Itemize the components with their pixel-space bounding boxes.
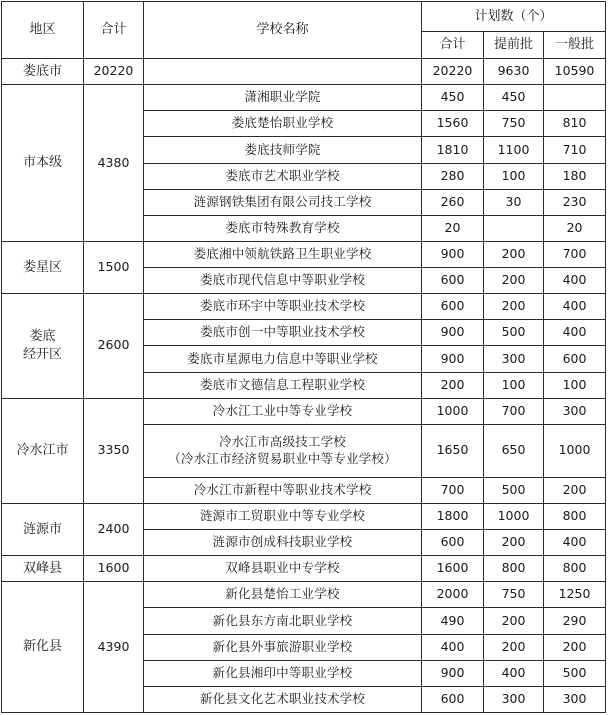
region-total-cell: 3350 xyxy=(84,398,144,503)
plan-total-cell: 700 xyxy=(422,477,484,503)
plan-total-cell: 400 xyxy=(422,634,484,660)
region-cell: 市本级 xyxy=(2,85,84,242)
header-general: 一般批 xyxy=(544,32,606,59)
early-batch-cell: 200 xyxy=(484,294,544,320)
early-batch-cell: 200 xyxy=(484,608,544,634)
plan-total-cell: 900 xyxy=(422,660,484,686)
table-row xyxy=(2,582,606,608)
school-name-cell: 冷水江市高级技工学校 （冷水江市经济贸易职业中等专业学校） xyxy=(144,424,422,477)
school-name-cell: 新化县文化艺术职业技术学校 xyxy=(144,686,422,712)
early-batch-cell: 200 xyxy=(484,634,544,660)
school-name-cell: 娄底湘中领航铁路卫生职业学校 xyxy=(144,241,422,267)
plan-total-cell: 1810 xyxy=(422,137,484,163)
school-name-cell: 冷水江工业中等专业学校 xyxy=(144,398,422,424)
general-batch-cell: 400 xyxy=(544,294,606,320)
table-row xyxy=(2,85,606,111)
plan-total-cell: 900 xyxy=(422,346,484,372)
school-name-cell: 娄底市文德信息工程职业学校 xyxy=(144,372,422,398)
header-plan-total: 合计 xyxy=(422,32,484,59)
plan-total-cell: 2000 xyxy=(422,582,484,608)
plan-total-cell: 1800 xyxy=(422,503,484,529)
general-batch-cell: 400 xyxy=(544,268,606,294)
school-name-cell: 涟源市创成科技职业学校 xyxy=(144,530,422,556)
general-batch-cell: 200 xyxy=(544,477,606,503)
general-batch-cell: 1250 xyxy=(544,582,606,608)
general-batch-cell: 500 xyxy=(544,660,606,686)
school-name-cell: 新化县外事旅游职业学校 xyxy=(144,634,422,660)
header-total: 合计 xyxy=(84,2,144,59)
school-name-cell: 娄底市环宇中等职业技术学校 xyxy=(144,294,422,320)
plan-total-cell: 200 xyxy=(422,372,484,398)
general-batch-cell: 1000 xyxy=(544,424,606,477)
early-batch-cell xyxy=(484,215,544,241)
general-batch-cell: 10590 xyxy=(544,59,606,85)
school-name-cell: 娄底技师学院 xyxy=(144,137,422,163)
early-batch-cell: 1000 xyxy=(484,503,544,529)
general-batch-cell: 400 xyxy=(544,530,606,556)
region-total-cell: 2600 xyxy=(84,294,144,399)
early-batch-cell: 100 xyxy=(484,163,544,189)
region-total-cell: 4380 xyxy=(84,85,144,242)
general-batch-cell: 800 xyxy=(544,503,606,529)
region-cell: 娄底市 xyxy=(2,59,84,85)
header-plan: 计划数（个） xyxy=(422,2,606,32)
early-batch-cell: 1100 xyxy=(484,137,544,163)
early-batch-cell: 400 xyxy=(484,660,544,686)
plan-total-cell: 600 xyxy=(422,294,484,320)
table-row xyxy=(2,503,606,529)
table-body xyxy=(2,59,606,713)
general-batch-cell: 230 xyxy=(544,189,606,215)
school-name-cell: 潇湘职业学院 xyxy=(144,85,422,111)
region-total-cell: 1600 xyxy=(84,556,144,582)
general-batch-cell xyxy=(544,85,606,111)
table-row xyxy=(2,556,606,582)
early-batch-cell: 300 xyxy=(484,346,544,372)
school-name-cell: 冷水江市新程中等职业技术学校 xyxy=(144,477,422,503)
early-batch-cell: 500 xyxy=(484,477,544,503)
plan-total-cell: 1600 xyxy=(422,556,484,582)
school-name-cell: 涟源钢铁集团有限公司技工学校 xyxy=(144,189,422,215)
general-batch-cell: 810 xyxy=(544,111,606,137)
plan-total-cell: 900 xyxy=(422,320,484,346)
plan-total-cell: 1650 xyxy=(422,424,484,477)
early-batch-cell: 450 xyxy=(484,85,544,111)
plan-total-cell: 20220 xyxy=(422,59,484,85)
school-name-cell: 娄底市特殊教育学校 xyxy=(144,215,422,241)
general-batch-cell: 300 xyxy=(544,398,606,424)
region-total-cell: 20220 xyxy=(84,59,144,85)
school-name-cell: 新化县东方南北职业学校 xyxy=(144,608,422,634)
plan-total-cell: 1000 xyxy=(422,398,484,424)
plan-total-cell: 600 xyxy=(422,268,484,294)
plan-total-cell: 1560 xyxy=(422,111,484,137)
region-cell: 双峰县 xyxy=(2,556,84,582)
general-batch-cell: 600 xyxy=(544,346,606,372)
early-batch-cell: 100 xyxy=(484,372,544,398)
school-name-cell: 娄底市星源电力信息中等职业学校 xyxy=(144,346,422,372)
region-total-cell: 4390 xyxy=(84,582,144,713)
plan-total-cell: 260 xyxy=(422,189,484,215)
early-batch-cell: 30 xyxy=(484,189,544,215)
enrollment-plan-table xyxy=(1,1,606,713)
early-batch-cell: 300 xyxy=(484,686,544,712)
table-row xyxy=(2,294,606,320)
region-total-cell: 2400 xyxy=(84,503,144,555)
region-cell: 新化县 xyxy=(2,582,84,713)
header-region: 地区 xyxy=(2,2,84,59)
general-batch-cell: 290 xyxy=(544,608,606,634)
early-batch-cell: 200 xyxy=(484,241,544,267)
region-cell: 娄星区 xyxy=(2,241,84,293)
region-cell: 冷水江市 xyxy=(2,398,84,503)
general-batch-cell: 300 xyxy=(544,686,606,712)
early-batch-cell: 800 xyxy=(484,556,544,582)
plan-total-cell: 450 xyxy=(422,85,484,111)
plan-total-cell: 20 xyxy=(422,215,484,241)
early-batch-cell: 200 xyxy=(484,530,544,556)
school-name-cell: 娄底市现代信息中等职业学校 xyxy=(144,268,422,294)
table-row xyxy=(2,59,606,85)
early-batch-cell: 750 xyxy=(484,582,544,608)
school-name-cell: 娄底楚怡职业学校 xyxy=(144,111,422,137)
school-name-cell: 新化县湘印中等职业学校 xyxy=(144,660,422,686)
school-name-cell xyxy=(144,59,422,85)
plan-total-cell: 600 xyxy=(422,530,484,556)
header-early: 提前批 xyxy=(484,32,544,59)
region-total-cell: 1500 xyxy=(84,241,144,293)
early-batch-cell: 200 xyxy=(484,268,544,294)
general-batch-cell: 100 xyxy=(544,372,606,398)
plan-total-cell: 490 xyxy=(422,608,484,634)
early-batch-cell: 500 xyxy=(484,320,544,346)
early-batch-cell: 750 xyxy=(484,111,544,137)
table-row xyxy=(2,398,606,424)
school-name-cell: 娄底市创一中等职业技术学校 xyxy=(144,320,422,346)
school-name-cell: 双峰县职业中专学校 xyxy=(144,556,422,582)
plan-total-cell: 280 xyxy=(422,163,484,189)
region-cell: 娄底 经开区 xyxy=(2,294,84,399)
plan-total-cell: 900 xyxy=(422,241,484,267)
school-name-cell: 涟源市工贸职业中等专业学校 xyxy=(144,503,422,529)
general-batch-cell: 700 xyxy=(544,241,606,267)
general-batch-cell: 710 xyxy=(544,137,606,163)
plan-total-cell: 600 xyxy=(422,686,484,712)
general-batch-cell: 20 xyxy=(544,215,606,241)
school-name-cell: 娄底市艺术职业学校 xyxy=(144,163,422,189)
general-batch-cell: 800 xyxy=(544,556,606,582)
header-school: 学校名称 xyxy=(144,2,422,59)
general-batch-cell: 180 xyxy=(544,163,606,189)
general-batch-cell: 400 xyxy=(544,320,606,346)
region-cell: 涟源市 xyxy=(2,503,84,555)
early-batch-cell: 700 xyxy=(484,398,544,424)
early-batch-cell: 9630 xyxy=(484,59,544,85)
table-header xyxy=(2,2,606,59)
general-batch-cell: 200 xyxy=(544,634,606,660)
table-row xyxy=(2,241,606,267)
early-batch-cell: 650 xyxy=(484,424,544,477)
school-name-cell: 新化县楚怡工业学校 xyxy=(144,582,422,608)
